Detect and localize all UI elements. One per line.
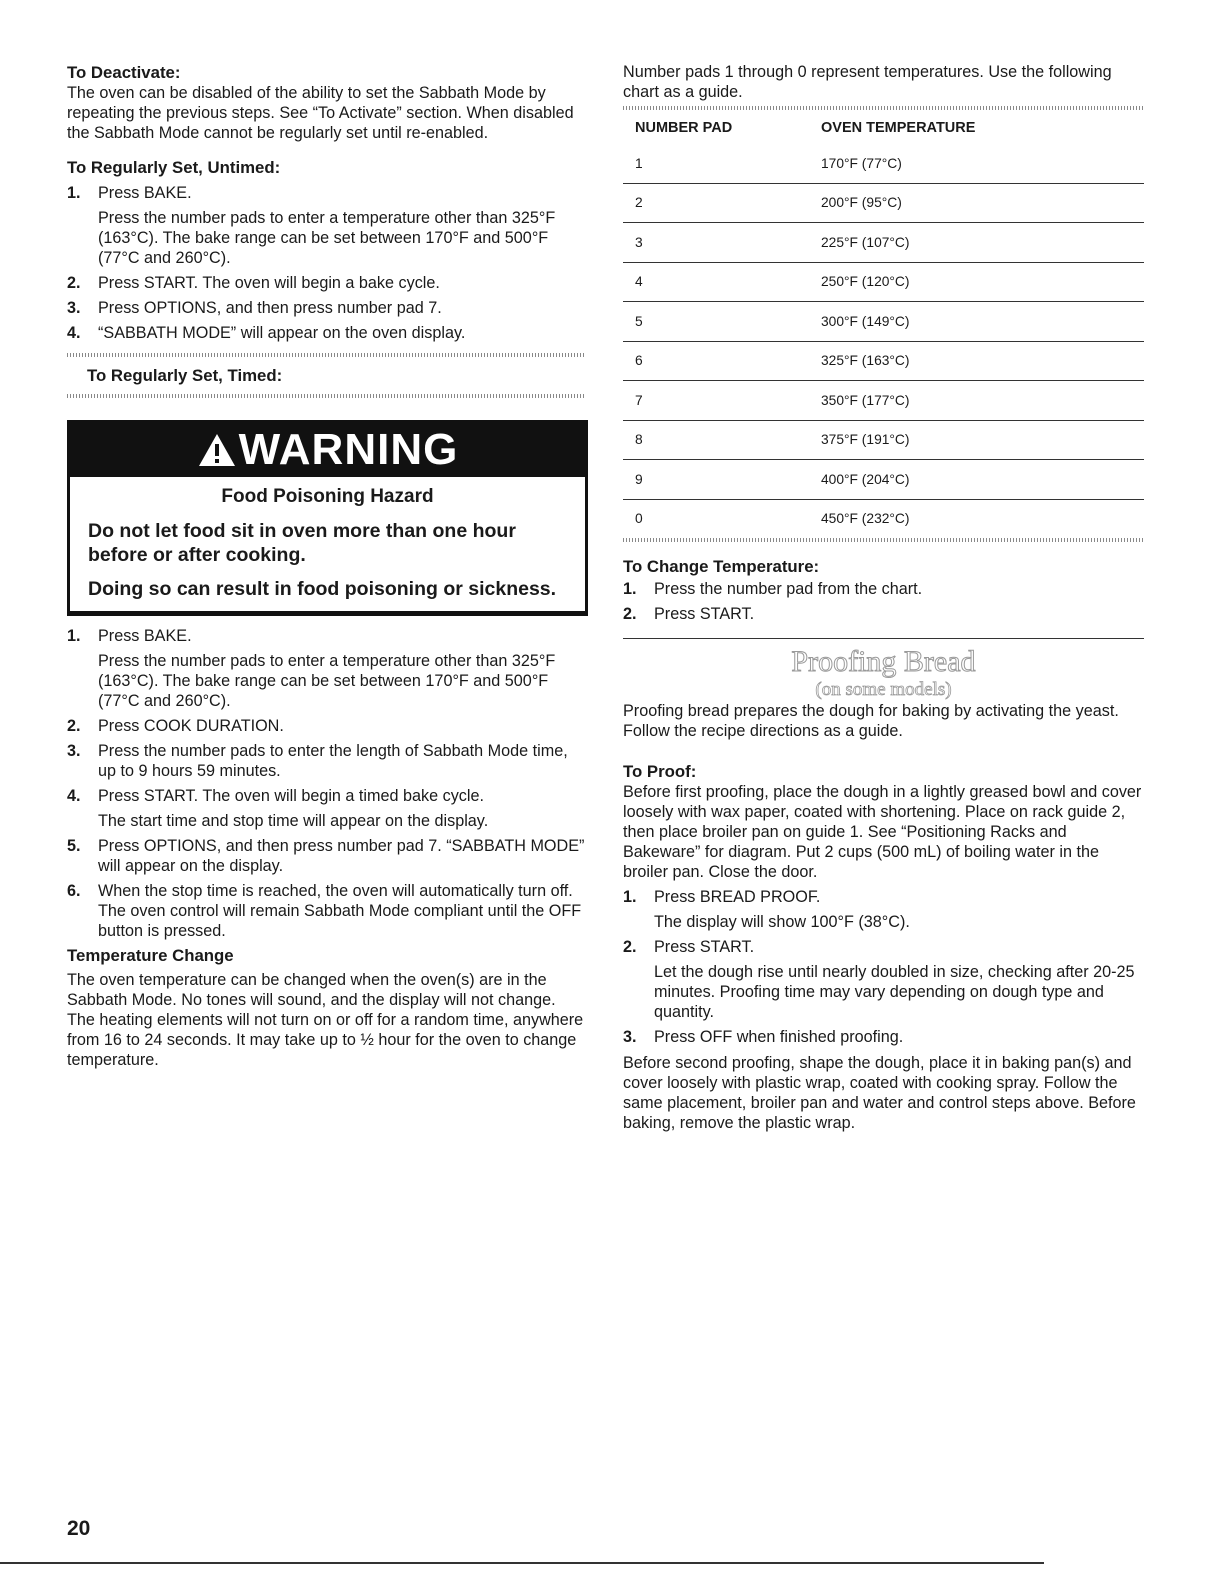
list-item: 3. Press OPTIONS, and then press number pad 7. — [67, 299, 442, 317]
table-row: 9 400°F (204°C) — [623, 460, 1144, 500]
list-item: 1. Press the number pad from the chart. — [623, 580, 923, 598]
deactivate-text: The oven can be disabled of the ability to set the Sabbath Mode by repeating the previous steps. See “To Activate” section. When disabled the Sabbath Mode cannot be regularly set until re-enabled. — [67, 84, 574, 142]
proofing-subtitle: (on some models) — [815, 679, 952, 700]
list-item: 1. Press BAKE. Press the number pads to enter a temperature other than 325°F (163°C). The bake range can be set between 170°F and 500°F (77°C and 260°C). — [67, 627, 556, 710]
list-item: 2. Press START. Let the dough rise until nearly doubled in size, checking after 20-25 minutes. Proofing time may vary depending on dough type and quantity. — [623, 938, 1135, 1021]
dotted-rule — [623, 538, 1144, 542]
bottom-rule — [0, 1562, 1044, 1564]
proofing-title: Proofing Bread — [791, 645, 976, 678]
table-row: 1 170°F (77°C) — [623, 144, 1144, 183]
table-row: 6 325°F (163°C) — [623, 341, 1144, 381]
warning-body — [70, 477, 585, 613]
left-column — [67, 62, 586, 1070]
section-divider — [623, 638, 1144, 639]
table-row: 4 250°F (120°C) — [623, 262, 1144, 302]
untimed-heading: To Regularly Set, Untimed: — [67, 158, 281, 177]
warning-triangle-icon — [197, 432, 237, 468]
untimed-steps — [67, 183, 586, 343]
dotted-rule — [67, 394, 586, 398]
temperature-table — [623, 114, 1144, 538]
deactivate-heading: To Deactivate: — [67, 63, 181, 82]
warning-title: WARNING — [238, 425, 459, 474]
table-header-row — [623, 114, 1144, 144]
timed-steps — [67, 626, 586, 941]
list-item: 1. Press BREAD PROOF. The display will show 100°F (38°C). — [623, 888, 910, 931]
list-item: 4. Press START. The oven will begin a timed bake cycle. The start time and stop time will appear on the display. — [67, 787, 489, 830]
list-item: 2. Press START. The oven will begin a bake cycle. — [67, 274, 440, 292]
list-item: 1. Press BAKE. Press the number pads to enter a temperature other than 325°F (163°C). The bake range can be set between 170°F and 500°F (77°C and 260°C). — [67, 184, 556, 267]
table-row: 5 300°F (149°C) — [623, 302, 1144, 342]
second-proof-text: Before second proofing, shape the dough, place it in baking pan(s) and cover loosely with plastic wrap, coated with cooking spray. Follow the same placement, broiler pan and water and control steps above. Before baking, remove the plastic wrap. — [623, 1054, 1136, 1132]
proof-text: Before first proofing, place the dough in a lightly greased bowl and cover loosely with wax paper, coated with shortening. Place on rack guide 2, then place broiler pan on guide 1. See “Positioning Racks and Bakeware” for diagram. Put 2 cups (500 mL) of boiling water in the broiler pan. Close the door. — [623, 783, 1142, 881]
table-row: 7 350°F (177°C) — [623, 381, 1144, 421]
list-item: 3. Press the number pads to enter the length of Sabbath Mode time, up to 9 hours 59 minutes. — [67, 742, 568, 780]
temp-change-text: The oven temperature can be changed when the oven(s) are in the Sabbath Mode. No tones will sound, and the display will not change. The heating elements will not turn on or off for a random time, anywhere from 16 to 24 seconds. It may take up to ½ hour for the oven to change temperature. — [67, 971, 584, 1069]
proof-steps — [623, 887, 1144, 1047]
warning-line: Doing so can result in food poisoning or sickness. — [88, 578, 557, 600]
dotted-rule — [623, 106, 1144, 110]
warning-banner — [70, 423, 585, 477]
temp-change-heading: Temperature Change — [67, 946, 234, 965]
table-row: 3 225°F (107°C) — [623, 223, 1144, 263]
column-header: NUMBER PAD — [635, 120, 733, 136]
page-number: 20 — [67, 1517, 91, 1540]
right-column — [623, 62, 1144, 1133]
list-item: 3. Press OFF when finished proofing. — [623, 1028, 904, 1046]
change-temp-steps — [623, 579, 1144, 624]
table-row: 8 375°F (191°C) — [623, 420, 1144, 460]
warning-hazard: Food Poisoning Hazard — [221, 486, 434, 507]
column-header: OVEN TEMPERATURE — [821, 120, 976, 136]
list-item: 2. Press COOK DURATION. — [67, 717, 284, 735]
list-item: 2. Press START. — [623, 605, 755, 623]
list-item: 4. “SABBATH MODE” will appear on the oven display. — [67, 324, 466, 342]
warning-box — [67, 420, 588, 616]
warning-line: Do not let food sit in oven more than one hour before or after cooking. — [88, 520, 516, 566]
list-item: 5. Press OPTIONS, and then press number pad 7. “SABBATH MODE” will appear on the display. — [67, 837, 585, 875]
proof-heading: To Proof: — [623, 762, 697, 781]
proofing-intro: Proofing bread prepares the dough for baking by activating the yeast. Follow the recipe directions as a guide. — [623, 702, 1119, 740]
timed-heading-block — [67, 353, 586, 398]
timed-heading: To Regularly Set, Timed: — [87, 366, 283, 385]
list-item: 6. When the stop time is reached, the oven will automatically turn off. The oven control will remain Sabbath Mode compliant until the OFF button is pressed. — [67, 882, 582, 940]
table-row: 0 450°F (232°C) — [635, 511, 910, 527]
table-intro: Number pads 1 through 0 represent temperatures. Use the following chart as a guide. — [623, 63, 1112, 101]
table-row: 2 200°F (95°C) — [623, 183, 1144, 223]
change-temp-heading: To Change Temperature: — [623, 557, 820, 576]
